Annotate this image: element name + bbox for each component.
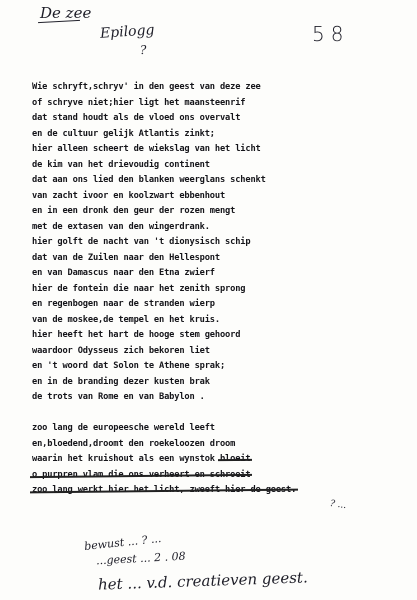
poem-line: hier de fontein die naar het zenith sprong <box>32 283 246 294</box>
poem-line: zoo lang de europeesche wereld leeft <box>32 423 215 433</box>
poem-line: hier alleen scheert de wiekslag van het licht <box>32 144 261 154</box>
handwritten-subtitle-mark: ? <box>139 42 147 58</box>
poem-line: waardoor Odysseus zich bekoren liet <box>32 345 210 356</box>
poem-line: dat van de Zuilen naar den Hellespont <box>32 252 220 263</box>
struck-line-text: zoo lang werkt hier het licht, zweeft hier de geest. <box>32 485 297 495</box>
poem-line: de kim van het drievoudig continent <box>32 159 210 170</box>
poem-line: en van Damascus naar den Etna zwierf <box>32 268 215 278</box>
poem-line: dat aan ons lied den blanken weerglans schenkt <box>32 175 266 185</box>
poem-line: en 't woord dat Solon te Athene sprak; <box>32 361 226 371</box>
handwritten-final-line: het ... v.d. creatieven geest. <box>97 568 308 594</box>
stanza-gap <box>32 406 296 422</box>
poem-line: van de moskee,de tempel en het kruis. <box>32 314 220 325</box>
poem-line: hier heeft het hart de hooge stem gehoord <box>32 330 241 340</box>
struck-word: bloeit <box>220 454 251 464</box>
poem-line: Wie schryft,schryv' in den geest van deze zee <box>32 82 261 92</box>
poem-line: dat stand houdt als de vloed ons overvalt <box>32 113 241 123</box>
struck-line <box>32 468 296 484</box>
poem-line-text: waarin het kruishout als een wynstok <box>32 454 215 464</box>
handwritten-correction: ...geest ... 2 . 08 <box>95 549 186 568</box>
margin-note: ? ... <box>329 498 347 512</box>
poem-line: en in een dronk den geur der rozen mengt <box>32 206 236 216</box>
poem-line: met de extasen van den wingerdrank. <box>32 221 210 232</box>
poem-text <box>32 80 296 499</box>
poem-line: en,bloedend,droomt den roekeloozen droom <box>32 438 236 449</box>
page-number: 58 <box>312 22 350 46</box>
poem-line: van zacht ivoor en koolzwart ebbenhout <box>32 190 226 201</box>
struck-line-text: o purpren vlam die ons verheert en schroeit <box>32 469 251 480</box>
poem-line: en regenbogen naar de stranden wierp <box>32 299 215 309</box>
poem-line: en de cultuur gelijk Atlantis zinkt; <box>32 128 215 139</box>
poem-line: en in de branding dezer kusten brak <box>32 376 210 387</box>
poem-line: of schryve niet;hier ligt het maansteenrif <box>32 97 246 108</box>
handwritten-title: De zee <box>40 4 92 22</box>
poem-line: de trots van Rome en van Babylon . <box>32 392 205 402</box>
poem-line: hier golft de nacht van 't dionysisch schip <box>32 237 251 247</box>
handwritten-correction: bewust ... ? ... <box>83 531 162 554</box>
handwritten-subtitle: Epilogg <box>99 22 155 42</box>
poem-line <box>32 452 296 468</box>
struck-line <box>32 483 296 499</box>
